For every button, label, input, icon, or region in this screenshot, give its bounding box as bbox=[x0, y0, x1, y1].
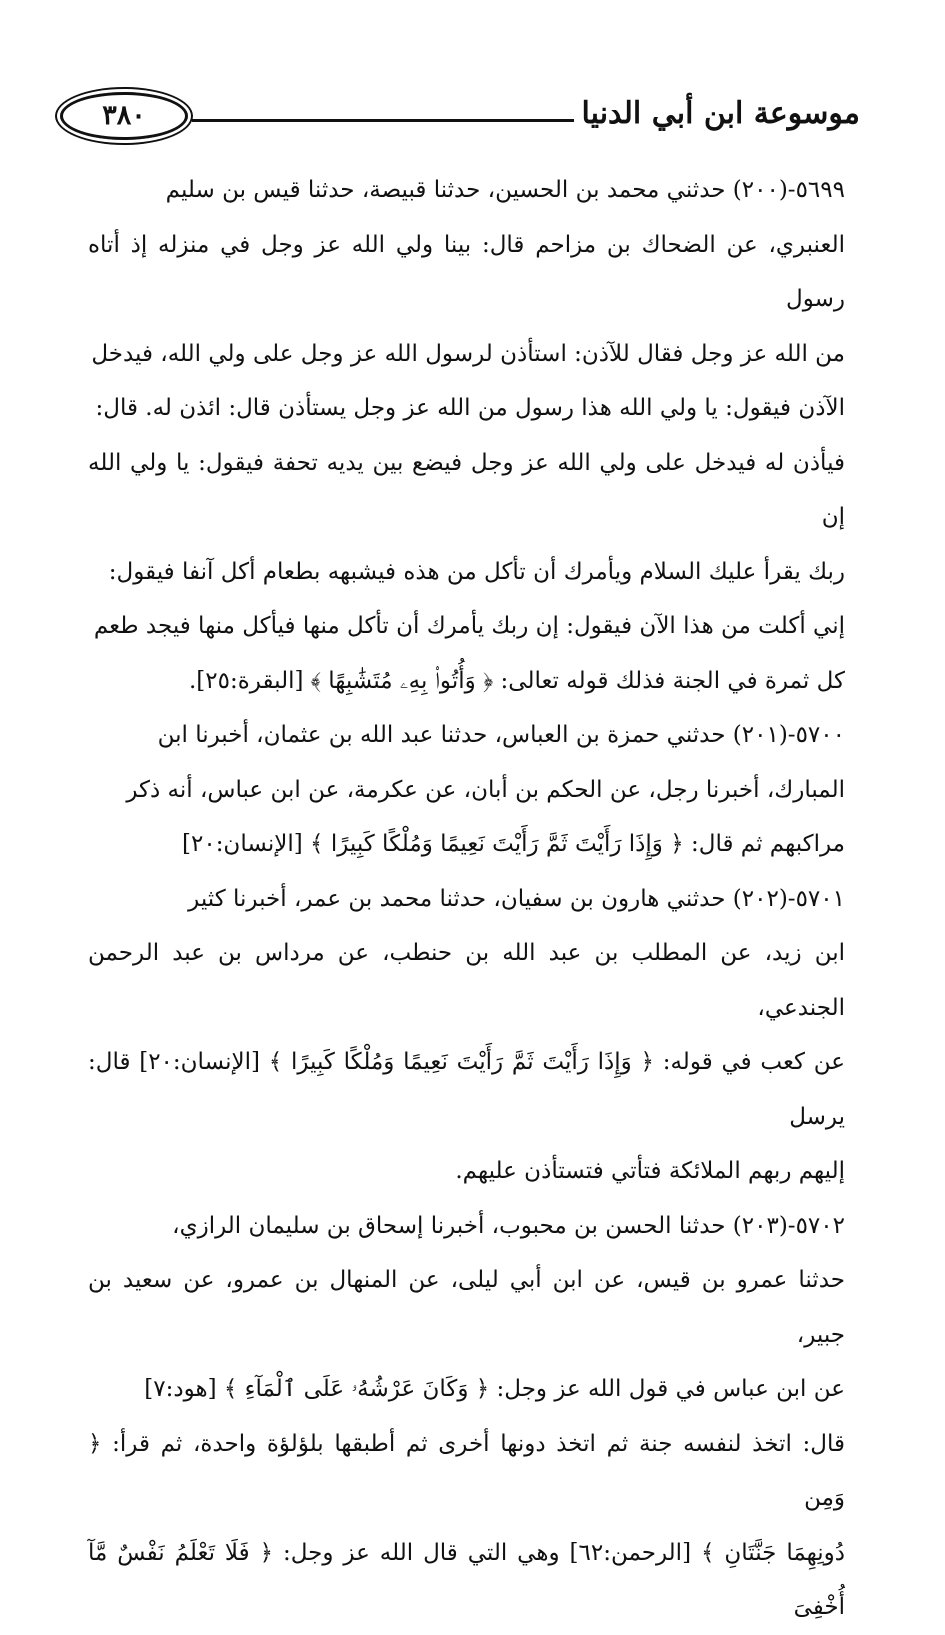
text-line: فيأذن له فيدخل على ولي الله عز وجل فيضع بين يديه تحفة فيقول: يا ولي الله إن bbox=[88, 449, 845, 530]
header-rule bbox=[192, 119, 574, 122]
text-line: عن ابن عباس في قول الله عز وجل: ﴿ وَكَانَ عَرْشُهُۥ عَلَى ٱلْمَآءِ ﴾ [هود:٧] bbox=[144, 1376, 845, 1402]
text-line: ٥٧٠١-(٢٠٢) حدثني هارون بن سفيان، حدثنا محمد بن عمر، أخبرنا كثير bbox=[188, 885, 845, 912]
text-line: ٥٦٩٩-(٢٠٠) حدثني محمد بن الحسين، حدثنا قبيصة، حدثنا قيس بن سليم bbox=[165, 177, 845, 203]
text-line: إليهم ربهم الملائكة فتأتي فتستأذن عليهم. bbox=[455, 1158, 845, 1184]
text-line: المبارك، أخبرنا رجل، عن الحكم بن أبان، عن عكرمة، عن ابن عباس، أنه ذكر bbox=[126, 776, 845, 803]
text-line: ٥٧٠٢-(٢٠٣) حدثنا الحسن بن محبوب، أخبرنا إسحاق بن سليمان الرازي، bbox=[172, 1212, 845, 1239]
text-line: العنبري، عن الضحاك بن مزاحم قال: بينا ولي الله عز وجل في منزله إذ أتاه رسول bbox=[88, 231, 845, 312]
hadith-5699 bbox=[88, 163, 845, 708]
text-line: من الله عز وجل فقال للآذن: استأذن لرسول الله عز وجل على ولي الله، فيدخل bbox=[91, 340, 845, 367]
text-line: الآذن فيقول: يا ولي الله هذا رسول من الله عز وجل يستأذن قال: ائذن له. قال: bbox=[95, 395, 845, 421]
text-line: كل ثمرة في الجنة فذلك قوله تعالى: ﴿ وَأُتُوا۟ بِهِۦ مُتَشَٰبِهًا ﴾ [البقرة:٢٥]. bbox=[188, 667, 845, 694]
text-line: ابن زيد، عن المطلب بن عبد الله بن حنطب، عن مرداس بن عبد الرحمن الجندعي، bbox=[88, 940, 845, 1021]
hadith-5701 bbox=[88, 872, 845, 1199]
text-line: إني أكلت من هذا الآن فيقول: إن ربك يأمرك أن تأكل منها فيأكل منها فيجد طعم bbox=[93, 613, 845, 639]
text-line: ربك يقرأ عليك السلام ويأمرك أن تأكل من هذه فيشبهه بطعام أكل آنفا فيقول: bbox=[108, 558, 845, 585]
text-line: عن كعب في قوله: ﴿ وَإِذَا رَأَيْتَ ثَمَّ رَأَيْتَ نَعِيمًا وَمُلْكًا كَبِيرًا ﴾ [الإنسان:٢٠] قال: يرسل bbox=[88, 1049, 845, 1130]
text-line: مراكبهم ثم قال: ﴿ وَإِذَا رَأَيْتَ ثَمَّ رَأَيْتَ نَعِيمًا وَمُلْكًا كَبِيرًا ﴾ [الإنسان:٢٠] bbox=[181, 831, 845, 857]
page-number: ٣٨٠ bbox=[102, 100, 146, 131]
hadith-5700 bbox=[88, 708, 845, 872]
text-line: حدثنا عمرو بن قيس، عن ابن أبي ليلى، عن المنهال بن عمرو، عن سعيد بن جبير، bbox=[88, 1267, 845, 1348]
page-number-badge bbox=[60, 92, 188, 140]
hadith-5702 bbox=[88, 1199, 845, 1635]
page-header bbox=[60, 88, 860, 148]
text-line: ٥٧٠٠-(٢٠١) حدثني حمزة بن العباس، حدثنا عبد الله بن عثمان، أخبرنا ابن bbox=[157, 722, 845, 748]
book-title: موسوعة ابن أبي الدنيا bbox=[581, 96, 860, 131]
text-line: دُونِهِمَا جَنَّتَانِ ﴾ [الرحمن:٦٢] وهي التي قال الله عز وجل: ﴿ فَلَا تَعْلَمُ نَفْسٌ مَّآ أُخْفِىَ bbox=[88, 1539, 845, 1620]
page-body bbox=[88, 163, 845, 1635]
text-line: قال: اتخذ لنفسه جنة ثم اتخذ دونها أخرى ثم أطبقها بلؤلؤة واحدة، ثم قرأ: ﴿ وَمِن bbox=[88, 1430, 845, 1511]
